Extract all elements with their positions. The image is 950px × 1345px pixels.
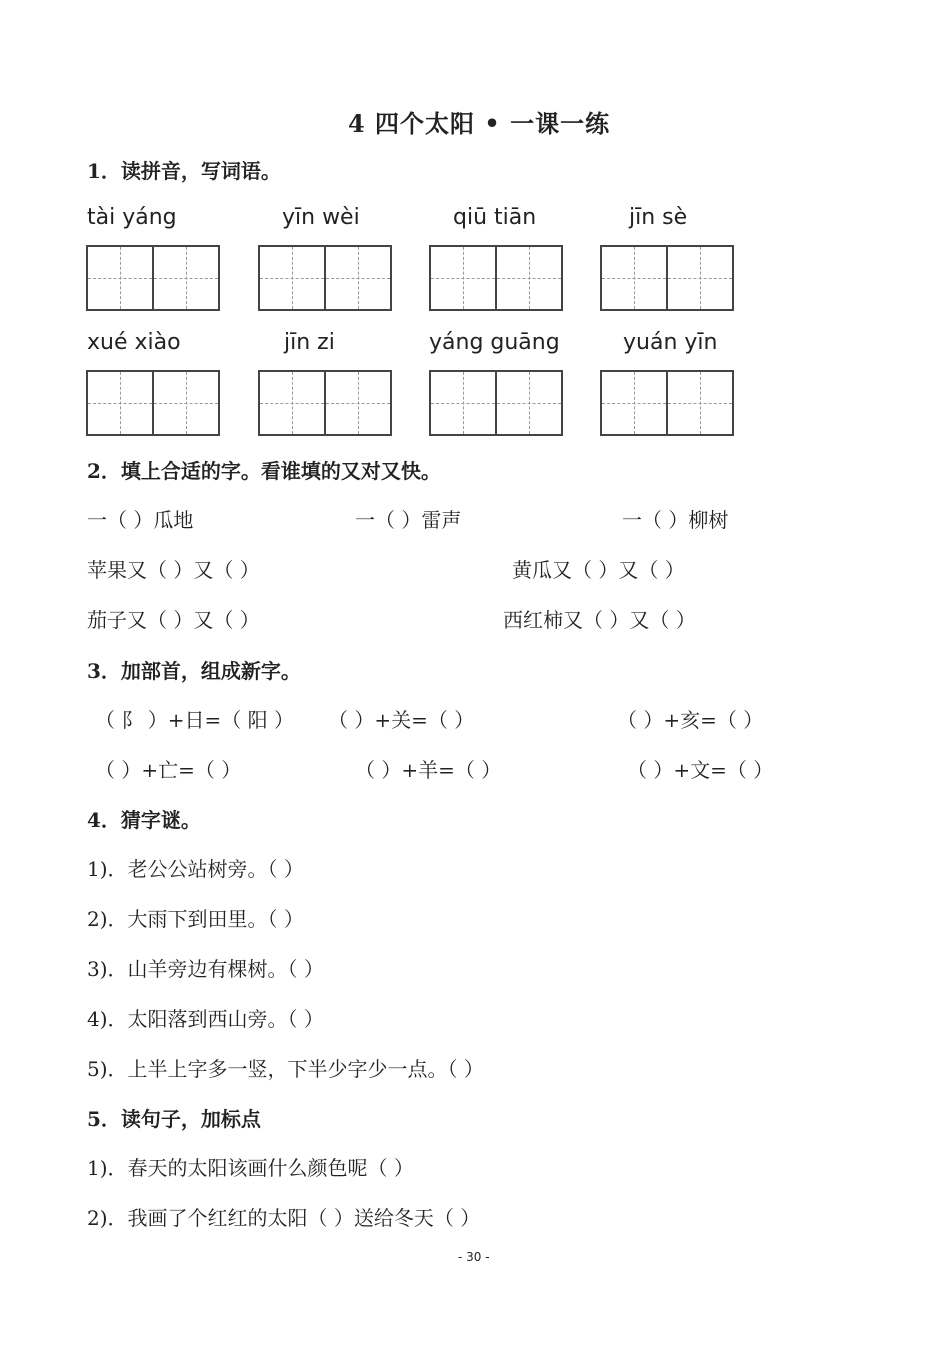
writing-grid[interactable] (86, 370, 220, 436)
riddle-item: 4)．太阳落到西山旁。（ ） (87, 1007, 324, 1031)
radical-item: （ ）+文=（ ） (627, 758, 774, 782)
pinyin-label: qiū tiān (453, 205, 537, 230)
riddle-item: 5)．上半上字多一竖，下半少字少一点。（ ） (87, 1057, 484, 1081)
fill-blank-item: 西红柿又（ ）又（ ） (503, 608, 696, 632)
radical-item: （ ）+羊=（ ） (355, 758, 502, 782)
question-5-heading: 5．读句子，加标点 (87, 1107, 261, 1131)
writing-grid[interactable] (600, 370, 734, 436)
radical-item: （ ）+亥=（ ） (617, 708, 764, 732)
question-1-heading: 1．读拼音，写词语。 (87, 159, 281, 183)
pinyin-label: yuán yīn (623, 330, 718, 355)
page-title: 4 四个太阳 • 一课一练 (348, 109, 611, 138)
riddle-item: 1)．老公公站树旁。（ ） (87, 857, 304, 881)
punctuation-item: 2)．我画了个红红的太阳（ ）送给冬天（ ） (87, 1206, 481, 1230)
fill-blank-item: 苹果又（ ）又（ ） (87, 558, 260, 582)
fill-blank-item: 一（ ）雷声 (355, 508, 462, 532)
fill-blank-item: 一（ ）柳树 (622, 508, 729, 532)
pinyin-label: tài yáng (87, 205, 177, 230)
punctuation-item: 1)．春天的太阳该画什么颜色呢（ ） (87, 1156, 414, 1180)
pinyin-label: yáng guāng (429, 330, 560, 355)
question-3-heading: 3．加部首，组成新字。 (87, 659, 301, 683)
fill-blank-item: 茄子又（ ）又（ ） (87, 608, 260, 632)
pinyin-label: jīn zi (284, 330, 335, 355)
radical-item: （ ）+关=（ ） (328, 708, 475, 732)
radical-item: （ ）+亡=（ ） (95, 758, 242, 782)
fill-blank-item: 一（ ）瓜地 (87, 508, 194, 532)
pinyin-label: yīn wèi (282, 205, 360, 230)
writing-grid[interactable] (258, 370, 392, 436)
writing-grid[interactable] (429, 370, 563, 436)
writing-grid[interactable] (258, 245, 392, 311)
writing-grid[interactable] (86, 245, 220, 311)
writing-grid[interactable] (429, 245, 563, 311)
riddle-item: 2)．大雨下到田里。（ ） (87, 907, 304, 931)
pinyin-label: jīn sè (629, 205, 688, 230)
page-number: - 30 - (458, 1250, 490, 1264)
writing-grid[interactable] (600, 245, 734, 311)
pinyin-label: xué xiào (87, 330, 181, 355)
fill-blank-item: 黄瓜又（ ）又（ ） (512, 558, 685, 582)
radical-item: （ 阝 ）+日=（ 阳 ） (95, 708, 294, 732)
question-4-heading: 4．猜字谜。 (87, 808, 201, 832)
question-2-heading: 2．填上合适的字。看谁填的又对又快。 (87, 459, 441, 483)
riddle-item: 3)．山羊旁边有棵树。（ ） (87, 957, 324, 981)
